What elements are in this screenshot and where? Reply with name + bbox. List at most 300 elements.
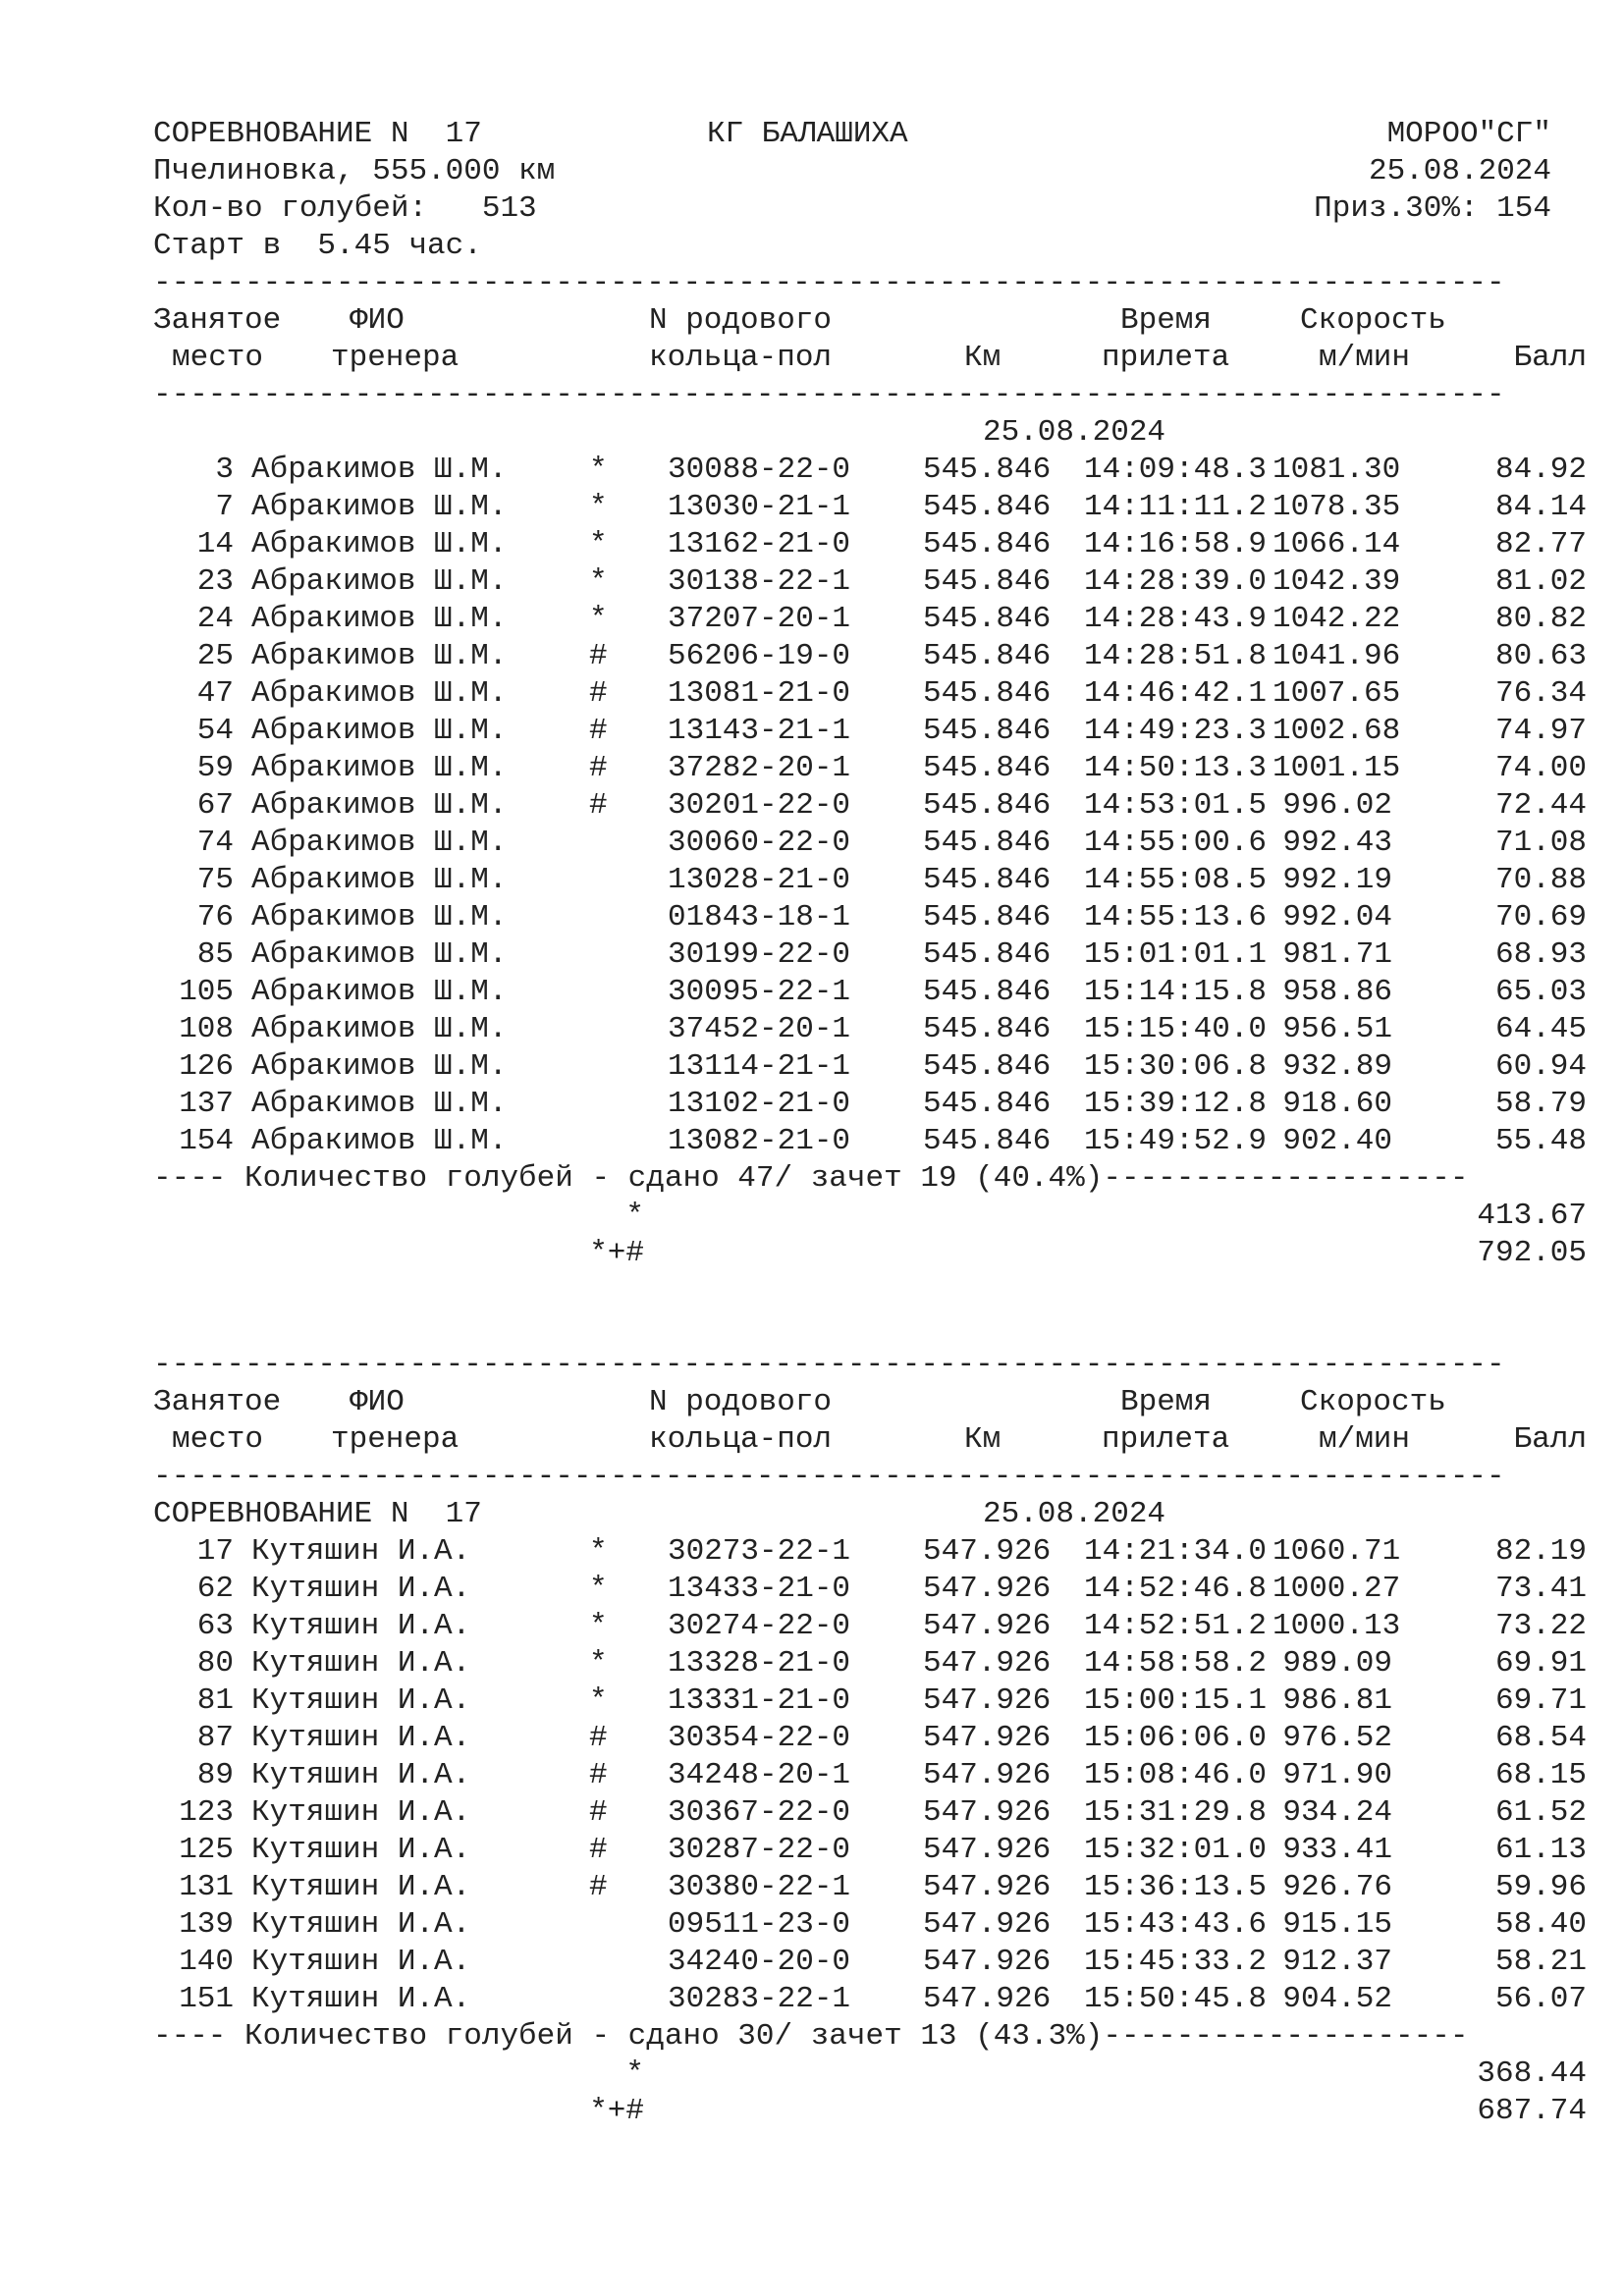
ring-number-cell: 30380-22-1 (668, 1870, 851, 1904)
distance-km-cell: 545.846 (923, 1012, 1052, 1046)
dashed-separator: -------------------------------------------------------------------------- (153, 266, 1505, 300)
arrival-time-cell: 14:16:58.9 (1084, 527, 1268, 561)
col-header-place: Занятое (153, 303, 282, 338)
place-cell: 7 (215, 490, 234, 524)
table-row (153, 489, 1587, 526)
trainer-name-cell: Абракимов Ш.М. (251, 527, 508, 561)
table-row (153, 1086, 1587, 1123)
total-value: 368.44 (1477, 2056, 1587, 2091)
arrival-time-cell: 14:55:00.6 (1084, 826, 1268, 860)
ring-number-cell: 13331-21-0 (668, 1683, 851, 1718)
separator-line (153, 377, 1587, 414)
separator-line (153, 1347, 1587, 1384)
distance-km-cell: 547.926 (923, 1683, 1052, 1718)
dashed-separator: -------------------------------------------------------------------------- (153, 378, 1505, 412)
trainer-name-cell: Абракимов Ш.М. (251, 639, 508, 673)
speed-cell: 918.60 (1282, 1087, 1392, 1121)
trainer-name-cell: Кутяшин И.А. (251, 1795, 471, 1830)
trainer-name-cell: Абракимов Ш.М. (251, 453, 508, 487)
dashed-separator: -------------------------------------------------------------------------- (153, 1460, 1505, 1494)
arrival-time-cell: 14:55:08.5 (1084, 863, 1268, 897)
place-cell: 76 (196, 900, 234, 934)
mark-cell: * (589, 527, 608, 561)
ring-number-cell: 37207-20-1 (668, 602, 851, 636)
arrival-time-cell: 15:39:12.8 (1084, 1087, 1268, 1121)
mark-cell: # (589, 751, 608, 785)
trainer-name-cell: Кутяшин И.А. (251, 1683, 471, 1718)
mark-cell: * (589, 564, 608, 599)
place-cell: 54 (196, 714, 234, 748)
distance-km-cell: 547.926 (923, 1721, 1052, 1755)
trainer-name-cell: Кутяшин И.А. (251, 1833, 471, 1867)
column-header-line-1 (153, 1384, 1587, 1421)
distance-km-cell: 547.926 (923, 1609, 1052, 1643)
competition-date: 25.08.2024 (1368, 154, 1551, 188)
speed-cell: 915.15 (1282, 1907, 1392, 1942)
col-header-km: Км (964, 1422, 1001, 1457)
distance-km-cell: 547.926 (923, 1982, 1052, 2016)
ring-number-cell: 13114-21-1 (668, 1049, 851, 1084)
score-cell: 84.92 (1494, 453, 1587, 487)
table-row (153, 1720, 1587, 1757)
arrival-time-cell: 15:30:06.8 (1084, 1049, 1268, 1084)
arrival-time-cell: 14:55:13.6 (1084, 900, 1268, 934)
table-row (153, 1906, 1587, 1944)
score-cell: 61.13 (1494, 1833, 1587, 1867)
distance-km-cell: 547.926 (923, 1833, 1052, 1867)
distance-km-cell: 547.926 (923, 1795, 1052, 1830)
score-cell: 65.03 (1494, 975, 1587, 1009)
club-name: КГ БАЛАШИХА (707, 117, 908, 151)
place-cell: 67 (196, 788, 234, 823)
place-cell: 105 (179, 975, 234, 1009)
ring-number-cell: 30060-22-0 (668, 826, 851, 860)
distance-km-cell: 547.926 (923, 1945, 1052, 1979)
col-header-name-2: тренера (331, 341, 460, 375)
col-header-place-2: место (172, 341, 264, 375)
mark-cell: # (589, 1795, 608, 1830)
total-label: *+# (589, 2094, 644, 2128)
arrival-time-cell: 14:11:11.2 (1084, 490, 1268, 524)
mark-cell: # (589, 788, 608, 823)
mark-cell: * (589, 1534, 608, 1569)
score-cell: 60.94 (1494, 1049, 1587, 1084)
mark-cell: * (589, 1609, 608, 1643)
mark-cell: # (589, 1721, 608, 1755)
total-value: 792.05 (1477, 1236, 1587, 1270)
trainer-name-cell: Абракимов Ш.М. (251, 751, 508, 785)
section-date-line (153, 414, 1587, 452)
col-header-time-2: прилета (1102, 341, 1230, 375)
arrival-time-cell: 15:45:33.2 (1084, 1945, 1268, 1979)
arrival-time-cell: 15:49:52.9 (1084, 1124, 1268, 1158)
score-cell: 73.41 (1494, 1572, 1587, 1606)
score-cell: 74.97 (1494, 714, 1587, 748)
col-header-name: ФИО (350, 1385, 405, 1419)
score-cell: 69.91 (1494, 1646, 1587, 1681)
total-value: 413.67 (1477, 1199, 1587, 1233)
total-label: *+# (589, 1236, 644, 1270)
trainer-name-cell: Кутяшин И.А. (251, 1870, 471, 1904)
mark-cell: # (589, 1758, 608, 1792)
speed-cell: 926.76 (1282, 1870, 1392, 1904)
place-cell: 139 (179, 1907, 234, 1942)
speed-cell: 1060.71 (1272, 1534, 1401, 1569)
speed-cell: 1078.35 (1272, 490, 1401, 524)
col-header-time: Время (1120, 1385, 1213, 1419)
table-row (153, 974, 1587, 1011)
col-header-speed: Скорость (1300, 1385, 1446, 1419)
place-cell: 74 (196, 826, 234, 860)
total-value: 687.74 (1477, 2094, 1587, 2128)
distance-km-cell: 545.846 (923, 639, 1052, 673)
total-line (153, 1235, 1587, 1272)
ring-number-cell: 09511-23-0 (668, 1907, 851, 1942)
mark-cell: # (589, 714, 608, 748)
distance-km-cell: 545.846 (923, 453, 1052, 487)
column-header-line-2 (153, 340, 1587, 377)
table-row (153, 936, 1587, 974)
table-row (153, 787, 1587, 825)
summary-line (153, 1160, 1587, 1198)
section-competition-label: СОРЕВНОВАНИЕ N 17 (153, 1497, 482, 1531)
arrival-time-cell: 14:28:39.0 (1084, 564, 1268, 599)
distance-km-cell: 545.846 (923, 937, 1052, 972)
total-line (153, 1198, 1587, 1235)
arrival-time-cell: 15:06:06.0 (1084, 1721, 1268, 1755)
table-row (153, 1011, 1587, 1048)
mark-cell: * (589, 490, 608, 524)
score-cell: 80.63 (1494, 639, 1587, 673)
trainer-name-cell: Абракимов Ш.М. (251, 975, 508, 1009)
speed-cell: 902.40 (1282, 1124, 1392, 1158)
section-date-line (153, 1496, 1587, 1533)
mark-cell: # (589, 676, 608, 711)
ring-number-cell: 30274-22-0 (668, 1609, 851, 1643)
ring-number-cell: 30354-22-0 (668, 1721, 851, 1755)
arrival-time-cell: 15:01:01.1 (1084, 937, 1268, 972)
score-cell: 72.44 (1494, 788, 1587, 823)
place-cell: 108 (179, 1012, 234, 1046)
ring-number-cell: 30287-22-0 (668, 1833, 851, 1867)
score-cell: 56.07 (1494, 1982, 1587, 2016)
table-row (153, 1944, 1587, 1981)
table-row (153, 1682, 1587, 1720)
arrival-time-cell: 14:52:46.8 (1084, 1572, 1268, 1606)
dashed-separator: -------------------------------------------------------------------------- (153, 1348, 1505, 1382)
table-row (153, 452, 1587, 489)
place-cell: 87 (196, 1721, 234, 1755)
ring-number-cell: 37452-20-1 (668, 1012, 851, 1046)
mark-cell: * (589, 1572, 608, 1606)
place-cell: 125 (179, 1833, 234, 1867)
organization-name: МОРОО"СГ" (1386, 117, 1551, 151)
trainer-name-cell: Абракимов Ш.М. (251, 1012, 508, 1046)
ring-number-cell: 37282-20-1 (668, 751, 851, 785)
ring-number-cell: 34240-20-0 (668, 1945, 851, 1979)
score-cell: 70.88 (1494, 863, 1587, 897)
table-row (153, 862, 1587, 899)
speed-cell: 986.81 (1282, 1683, 1392, 1718)
mark-cell: # (589, 1833, 608, 1867)
header-line-4 (153, 228, 1587, 265)
distance-km-cell: 547.926 (923, 1907, 1052, 1942)
speed-cell: 1041.96 (1272, 639, 1401, 673)
table-row (153, 638, 1587, 675)
score-cell: 76.34 (1494, 676, 1587, 711)
arrival-time-cell: 15:50:45.8 (1084, 1982, 1268, 2016)
mark-cell: # (589, 1870, 608, 1904)
place-cell: 154 (179, 1124, 234, 1158)
ring-number-cell: 13082-21-0 (668, 1124, 851, 1158)
column-header-line-1 (153, 302, 1587, 340)
place-cell: 63 (196, 1609, 234, 1643)
distance-km-cell: 545.846 (923, 788, 1052, 823)
col-header-place-2: место (172, 1422, 264, 1457)
distance-km-cell: 545.846 (923, 490, 1052, 524)
speed-cell: 971.90 (1282, 1758, 1392, 1792)
section-date: 25.08.2024 (983, 1497, 1166, 1531)
mark-cell: * (589, 1646, 608, 1681)
distance-km-cell: 545.846 (923, 714, 1052, 748)
place-cell: 25 (196, 639, 234, 673)
birds-count: Кол-во голубей: 513 (153, 191, 537, 226)
trainer-name-cell: Абракимов Ш.М. (251, 1087, 508, 1121)
score-cell: 68.15 (1494, 1758, 1587, 1792)
place-cell: 131 (179, 1870, 234, 1904)
ring-number-cell: 30273-22-1 (668, 1534, 851, 1569)
arrival-time-cell: 15:31:29.8 (1084, 1795, 1268, 1830)
ring-number-cell: 13433-21-0 (668, 1572, 851, 1606)
trainer-name-cell: Кутяшин И.А. (251, 1572, 471, 1606)
ring-number-cell: 34248-20-1 (668, 1758, 851, 1792)
distance-km-cell: 545.846 (923, 527, 1052, 561)
table-row (153, 1794, 1587, 1832)
distance-km-cell: 547.926 (923, 1572, 1052, 1606)
arrival-time-cell: 14:50:13.3 (1084, 751, 1268, 785)
arrival-time-cell: 14:09:48.3 (1084, 453, 1268, 487)
speed-cell: 1007.65 (1272, 676, 1401, 711)
score-cell: 59.96 (1494, 1870, 1587, 1904)
header-line-1 (153, 116, 1587, 153)
distance-km-cell: 545.846 (923, 676, 1052, 711)
score-cell: 71.08 (1494, 826, 1587, 860)
table-row (153, 1981, 1587, 2018)
ring-number-cell: 13081-21-0 (668, 676, 851, 711)
table-row (153, 675, 1587, 713)
distance-km-cell: 545.846 (923, 975, 1052, 1009)
col-header-time: Время (1120, 303, 1213, 338)
distance-km-cell: 547.926 (923, 1758, 1052, 1792)
ring-number-cell: 56206-19-0 (668, 639, 851, 673)
speed-cell: 992.43 (1282, 826, 1392, 860)
place-cell: 59 (196, 751, 234, 785)
birds-summary: ---- Количество голубей - сдано 30/ зачет 13 (43.3%)-------------------- (153, 2019, 1469, 2054)
score-cell: 64.45 (1494, 1012, 1587, 1046)
col-header-ring-2: кольца-пол (649, 1422, 833, 1457)
place-cell: 24 (196, 602, 234, 636)
table-row (153, 526, 1587, 563)
table-row (153, 1048, 1587, 1086)
trainer-name-cell: Кутяшин И.А. (251, 1982, 471, 2016)
distance-km-cell: 545.846 (923, 1049, 1052, 1084)
table-row (153, 899, 1587, 936)
trainer-name-cell: Кутяшин И.А. (251, 1534, 471, 1569)
score-cell: 82.77 (1494, 527, 1587, 561)
score-cell: 69.71 (1494, 1683, 1587, 1718)
arrival-time-cell: 15:08:46.0 (1084, 1758, 1268, 1792)
distance-km-cell: 545.846 (923, 751, 1052, 785)
mark-cell: * (589, 1683, 608, 1718)
arrival-time-cell: 14:52:51.2 (1084, 1609, 1268, 1643)
arrival-time-cell: 14:28:51.8 (1084, 639, 1268, 673)
trainer-name-cell: Абракимов Ш.М. (251, 900, 508, 934)
score-cell: 55.48 (1494, 1124, 1587, 1158)
col-header-place: Занятое (153, 1385, 282, 1419)
arrival-time-cell: 14:53:01.5 (1084, 788, 1268, 823)
speed-cell: 912.37 (1282, 1945, 1392, 1979)
col-header-speed-2: м/мин (1319, 1422, 1411, 1457)
trainer-name-cell: Кутяшин И.А. (251, 1646, 471, 1681)
speed-cell: 976.52 (1282, 1721, 1392, 1755)
place-cell: 81 (196, 1683, 234, 1718)
section-date: 25.08.2024 (983, 415, 1166, 450)
distance-km-cell: 547.926 (923, 1534, 1052, 1569)
score-cell: 73.22 (1494, 1609, 1587, 1643)
arrival-time-cell: 14:46:42.1 (1084, 676, 1268, 711)
table-row (153, 601, 1587, 638)
prize-info: Приз.30%: 154 (1314, 191, 1551, 226)
place-cell: 123 (179, 1795, 234, 1830)
total-line (153, 2056, 1587, 2093)
table-row (153, 1869, 1587, 1906)
mark-cell: # (589, 639, 608, 673)
score-cell: 84.14 (1494, 490, 1587, 524)
trainer-name-cell: Абракимов Ш.М. (251, 788, 508, 823)
column-header-line-2 (153, 1421, 1587, 1459)
distance-km-cell: 545.846 (923, 602, 1052, 636)
table-row (153, 1645, 1587, 1682)
start-time: Старт в 5.45 час. (153, 229, 482, 263)
place-cell: 137 (179, 1087, 234, 1121)
separator-line (153, 265, 1587, 302)
arrival-time-cell: 14:58:58.2 (1084, 1646, 1268, 1681)
col-header-name-2: тренера (331, 1422, 460, 1457)
speed-cell: 958.86 (1282, 975, 1392, 1009)
header-line-2 (153, 153, 1587, 190)
arrival-time-cell: 15:43:43.6 (1084, 1907, 1268, 1942)
speed-cell: 981.71 (1282, 937, 1392, 972)
place-cell: 14 (196, 527, 234, 561)
trainer-name-cell: Кутяшин И.А. (251, 1907, 471, 1942)
col-header-speed-2: м/мин (1319, 341, 1411, 375)
mark-cell: * (589, 602, 608, 636)
total-label: * (625, 2056, 644, 2091)
ring-number-cell: 13028-21-0 (668, 863, 851, 897)
place-cell: 151 (179, 1982, 234, 2016)
summary-line (153, 2018, 1587, 2056)
arrival-time-cell: 14:21:34.0 (1084, 1534, 1268, 1569)
place-cell: 23 (196, 564, 234, 599)
trainer-name-cell: Абракимов Ш.М. (251, 1124, 508, 1158)
col-header-ring-2: кольца-пол (649, 341, 833, 375)
place-cell: 47 (196, 676, 234, 711)
score-cell: 68.54 (1494, 1721, 1587, 1755)
competition-title: СОРЕВНОВАНИЕ N 17 (153, 117, 482, 151)
distance-km-cell: 545.846 (923, 1124, 1052, 1158)
place-cell: 62 (196, 1572, 234, 1606)
table-row (153, 1571, 1587, 1608)
distance-km-cell: 547.926 (923, 1646, 1052, 1681)
place-cell: 3 (215, 453, 234, 487)
speed-cell: 992.04 (1282, 900, 1392, 934)
score-cell: 61.52 (1494, 1795, 1587, 1830)
speed-cell: 992.19 (1282, 863, 1392, 897)
arrival-time-cell: 14:28:43.9 (1084, 602, 1268, 636)
table-row (153, 1123, 1587, 1160)
score-cell: 58.21 (1494, 1945, 1587, 1979)
col-header-ring: N родового (649, 1385, 833, 1419)
ring-number-cell: 30199-22-0 (668, 937, 851, 972)
speed-cell: 989.09 (1282, 1646, 1392, 1681)
table-row (153, 825, 1587, 862)
speed-cell: 934.24 (1282, 1795, 1392, 1830)
speed-cell: 1000.27 (1272, 1572, 1401, 1606)
arrival-time-cell: 15:32:01.0 (1084, 1833, 1268, 1867)
arrival-time-cell: 15:36:13.5 (1084, 1870, 1268, 1904)
score-cell: 81.02 (1494, 564, 1587, 599)
score-cell: 58.40 (1494, 1907, 1587, 1942)
place-cell: 17 (196, 1534, 234, 1569)
ring-number-cell: 30088-22-0 (668, 453, 851, 487)
ring-number-cell: 01843-18-1 (668, 900, 851, 934)
trainer-name-cell: Абракимов Ш.М. (251, 1049, 508, 1084)
speed-cell: 1081.30 (1272, 453, 1401, 487)
speed-cell: 996.02 (1282, 788, 1392, 823)
arrival-time-cell: 15:15:40.0 (1084, 1012, 1268, 1046)
trainer-name-cell: Абракимов Ш.М. (251, 490, 508, 524)
score-cell: 80.82 (1494, 602, 1587, 636)
distance-km-cell: 545.846 (923, 564, 1052, 599)
ring-number-cell: 30283-22-1 (668, 1982, 851, 2016)
score-cell: 74.00 (1494, 751, 1587, 785)
arrival-time-cell: 15:00:15.1 (1084, 1683, 1268, 1718)
trainer-name-cell: Абракимов Ш.М. (251, 826, 508, 860)
col-header-ring: N родового (649, 303, 833, 338)
speed-cell: 933.41 (1282, 1833, 1392, 1867)
trainer-name-cell: Абракимов Ш.М. (251, 564, 508, 599)
col-header-score: Балл (1513, 341, 1587, 375)
trainer-name-cell: Абракимов Ш.М. (251, 863, 508, 897)
total-label: * (625, 1199, 644, 1233)
separator-line (153, 1459, 1587, 1496)
speed-cell: 1042.39 (1272, 564, 1401, 599)
table-row (153, 1608, 1587, 1645)
ring-number-cell: 30201-22-0 (668, 788, 851, 823)
release-point: Пчелиновка, 555.000 км (153, 154, 556, 188)
trainer-name-cell: Абракимов Ш.М. (251, 676, 508, 711)
total-line (153, 2093, 1587, 2130)
ring-number-cell: 13143-21-1 (668, 714, 851, 748)
table-row (153, 1533, 1587, 1571)
trainer-name-cell: Кутяшин И.А. (251, 1721, 471, 1755)
speed-cell: 1001.15 (1272, 751, 1401, 785)
distance-km-cell: 547.926 (923, 1870, 1052, 1904)
table-row (153, 713, 1587, 750)
table-row (153, 750, 1587, 787)
trainer-name-cell: Кутяшин И.А. (251, 1609, 471, 1643)
distance-km-cell: 545.846 (923, 900, 1052, 934)
